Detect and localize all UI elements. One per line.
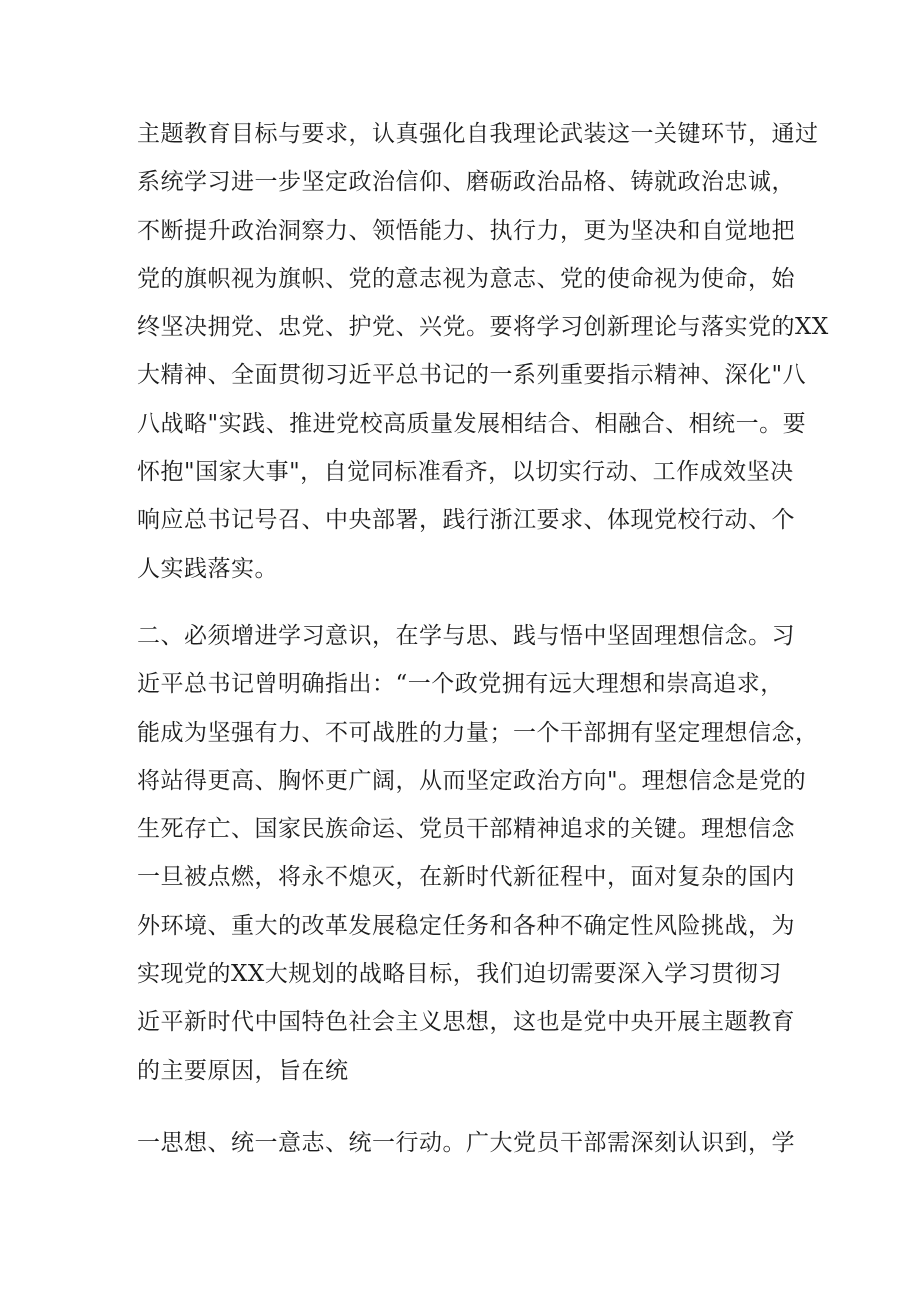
text-line: 主题教育目标与要求，认真强化自我理论武装这一关键环节，通过 xyxy=(137,121,819,147)
paragraph-continuation xyxy=(137,1119,797,1167)
text-line: 终坚决拥党、忠党、护党、兴党。要将学习创新理论与落实党的XX xyxy=(137,314,829,341)
text-line: 能成为坚强有力、不可战胜的力量；一个干部拥有坚定理想信念， xyxy=(137,719,819,746)
text-line: 近平新时代中国特色社会主义思想，这也是党中央开展主题教育 xyxy=(137,1009,795,1036)
text-line: 将站得更高、胸怀更广阔，从而坚定政治方向"。理想信念是党的 xyxy=(137,767,807,794)
text-line: 党的旗帜视为旗帜、党的意志视为意志、党的使命视为使命，始 xyxy=(137,265,795,292)
text-line: 一旦被点燃，将永不熄灭，在新时代新征程中，面对复杂的国内 xyxy=(137,864,795,891)
text-line: 怀抱"国家大事"，自觉同标准看齐，以切实行动、工作成效坚决 xyxy=(137,459,794,486)
text-line: 生死存亡、国家民族命运、党员干部精神追求的关键。理想信念 xyxy=(137,816,795,843)
paragraph-section-two xyxy=(137,612,819,1095)
text-line: 大精神、全面贯彻习近平总书记的一系列重要指示精神、深化"八 xyxy=(137,362,807,389)
text-line: 实现党的XX大规划的战略目标，我们迫切需要深入学习贯彻习 xyxy=(137,961,782,988)
text-line: 不断提升政治洞察力、领悟能力、执行力，更为坚决和自觉地把 xyxy=(137,217,795,244)
text-line: 一思想、统一意志、统一行动。广大党员干部需深刻认识到，学 xyxy=(137,1130,795,1156)
text-line: 系统学习进一步坚定政治信仰、磨砺政治品格、铸就政治忠诚， xyxy=(137,169,795,196)
text-line: 二、必须增进学习意识，在学与思、践与悟中坚固理想信念。习 xyxy=(137,623,795,649)
text-line: 近平总书记曾明确指出：“一个政党拥有远大理想和崇高追求， xyxy=(137,671,784,698)
text-line: 八战略"实践、推进党校高质量发展相结合、相融合、相统一。要 xyxy=(137,410,807,437)
text-line: 人实践落实。 xyxy=(137,555,278,582)
paragraph-theme-education xyxy=(137,110,829,593)
text-line: 的主要原因，旨在统 xyxy=(137,1057,349,1084)
text-line: 外环境、重大的改革发展稳定任务和各种不确定性风险挑战，为 xyxy=(137,912,795,939)
text-line: 响应总书记号召、中央部署，践行浙江要求、体现党校行动、个 xyxy=(137,507,795,534)
